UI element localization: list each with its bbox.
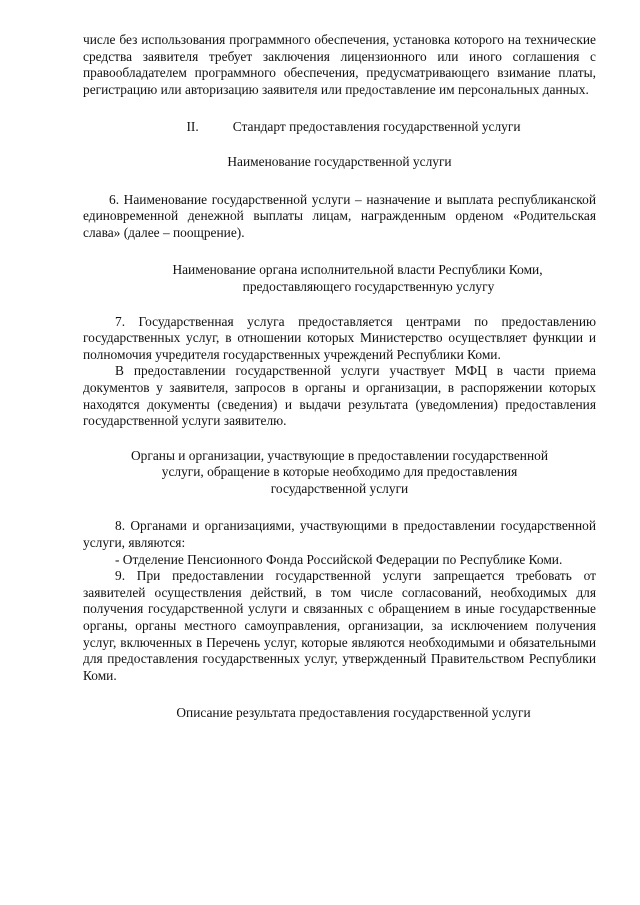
subheading-organizations-line-3: государственной услуги: [270, 480, 409, 496]
subheading-organizations: [83, 448, 596, 498]
subheading-service-name: Наименование государственной услуги: [227, 153, 452, 169]
section-title: Стандарт предоставления государственной услуги: [232, 119, 521, 135]
intro-paragraph: числе без использования программного обеспечения, установка которого на технические средства заявителя требует заключения лицензионного или иного соглашения с правообладателем программного обеспечения, предусматривающего взимание платы, регистрацию или авторизацию заявителя или предоставление им персональных данных.: [83, 32, 596, 97]
section-number: II.: [186, 119, 199, 135]
item-9-paragraph: 9. При предоставлении государственной услуги запрещается требовать от заявителей осуществления действий, в том числе согласований, необходимых для получения государственной услуги и связанных с обращением в иные государственные органы, органы местного самоуправления, организации, за исключением получения услуг, включенных в Перечень услуг, которые являются необходимыми и обязательными для предоставления государственных услуг, утвержденный Правительством Республики Коми.: [83, 568, 596, 683]
document-body: [83, 32, 596, 722]
section-heading: [83, 119, 596, 136]
item-6-paragraph: 6. Наименование государственной услуги – назначение и выплата республиканской единовременной денежной выплаты лицам, награжденным орденом «Родительская слава» (далее – поощрение).: [83, 191, 596, 240]
subheading-authority-line-2: предоставляющего государственную услугу: [242, 278, 495, 294]
item-8-list-item: - Отделение Пенсионного Фонда Российской Федерации по Республике Коми.: [115, 551, 563, 567]
subheading-result: Описание результата предоставления государственной услуги: [176, 705, 531, 721]
subheading-organizations-line-1: Органы и организации, участвующие в предоставлении государственной: [130, 447, 548, 463]
item-7-paragraph: 7. Государственная услуга предоставляется центрами по предоставлению государственных услуг, в отношении которых Министерство осуществляет функции и полномочия учредителя государственных учреждений Республики Коми.: [83, 313, 596, 362]
item-8-paragraph: 8. Органами и организациями, участвующими в предоставлении государственной услуги, являются:: [83, 518, 596, 551]
subheading-organizations-line-2: услуги, обращение в которые необходимо для предоставления: [161, 464, 518, 480]
item-7-mfc-paragraph: В предоставлении государственной услуги участвует МФЦ в части приема документов у заявителя, запросов в органы и организации, в распоряжении которых находятся документы (сведения) и выдачи результата (уведомления) предоставления государственной услуги заявителю.: [83, 363, 596, 429]
subheading-authority: [83, 262, 596, 295]
subheading-authority-line-1: Наименование органа исполнительной власти Республики Коми,: [172, 262, 543, 278]
